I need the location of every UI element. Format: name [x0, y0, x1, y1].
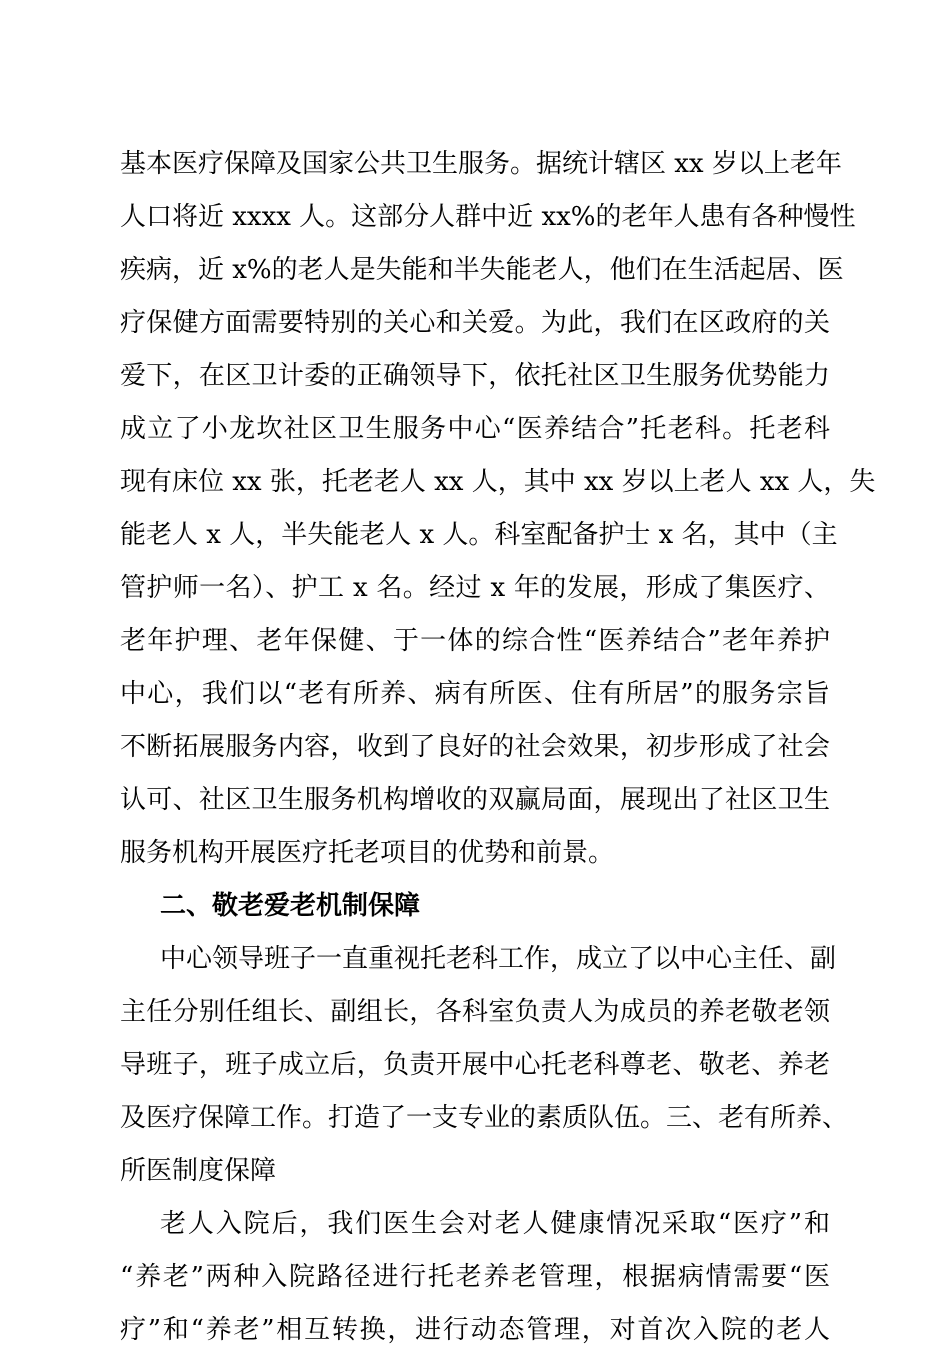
paragraph-line: 导班子，班子成立后，负责开展中心托老科尊老、敬老、养老 [120, 1050, 830, 1080]
paragraph-line: 中心领导班子一直重视托老科工作，成立了以中心主任、副 [160, 944, 837, 974]
paragraph-line: 认可、社区卫生服务机构增收的双赢局面，展现出了社区卫生 [120, 785, 830, 815]
section-heading: 二、敬老爱老机制保障 [160, 891, 421, 921]
paragraph-line: 不断拓展服务内容，收到了良好的社会效果，初步形成了社会 [120, 732, 830, 762]
paragraph-line: 疾病，近 x%的老人是失能和半失能老人，他们在生活起居、医 [120, 255, 844, 285]
paragraph-line: 基本医疗保障及国家公共卫生服务。据统计辖区 xx 岁以上老年 [120, 149, 842, 179]
paragraph-line: 主任分别任组长、副组长，各科室负责人为成员的养老敬老领 [120, 997, 830, 1027]
paragraph-line: 爱下，在区卫计委的正确领导下，依托社区卫生服务优势能力 [120, 361, 830, 391]
paragraph-line: 人口将近 xxxx 人。这部分人群中近 xx%的老年人患有各种慢性 [120, 202, 856, 232]
paragraph-line: 所医制度保障 [120, 1156, 277, 1186]
document-body [120, 138, 876, 1357]
paragraph-line: 老人入院后，我们医生会对老人健康情况采取“医疗”和 [160, 1209, 830, 1239]
paragraph-line: “养老”两种入院路径进行托老养老管理，根据病情需要“医 [120, 1262, 830, 1292]
paragraph-line: 成立了小龙坎社区卫生服务中心“医养结合”托老科。托老科 [120, 414, 830, 444]
paragraph-line: 能老人 x 人，半失能老人 x 人。科室配备护士 x 名，其中（主 [120, 520, 838, 550]
paragraph-line: 服务机构开展医疗托老项目的优势和前景。 [120, 838, 615, 868]
paragraph-line: 老年护理、老年保健、于一体的综合性“医养结合”老年养护 [120, 626, 830, 656]
paragraph-line: 疗保健方面需要特别的关心和关爱。为此，我们在区政府的关 [120, 308, 830, 338]
paragraph-line: 现有床位 xx 张，托老老人 xx 人，其中 xx 岁以上老人 xx 人，失 [120, 467, 876, 497]
paragraph-line: 疗”和“养老”相互转换，进行动态管理，对首次入院的老人 [120, 1315, 830, 1345]
paragraph-line: 管护师一名）、护工 x 名。经过 x 年的发展，形成了集医疗、 [120, 573, 830, 603]
paragraph-line: 及医疗保障工作。打造了一支专业的素质队伍。三、老有所养、 [120, 1103, 849, 1133]
paragraph-line: 中心，我们以“老有所养、病有所医、住有所居”的服务宗旨 [120, 679, 830, 709]
